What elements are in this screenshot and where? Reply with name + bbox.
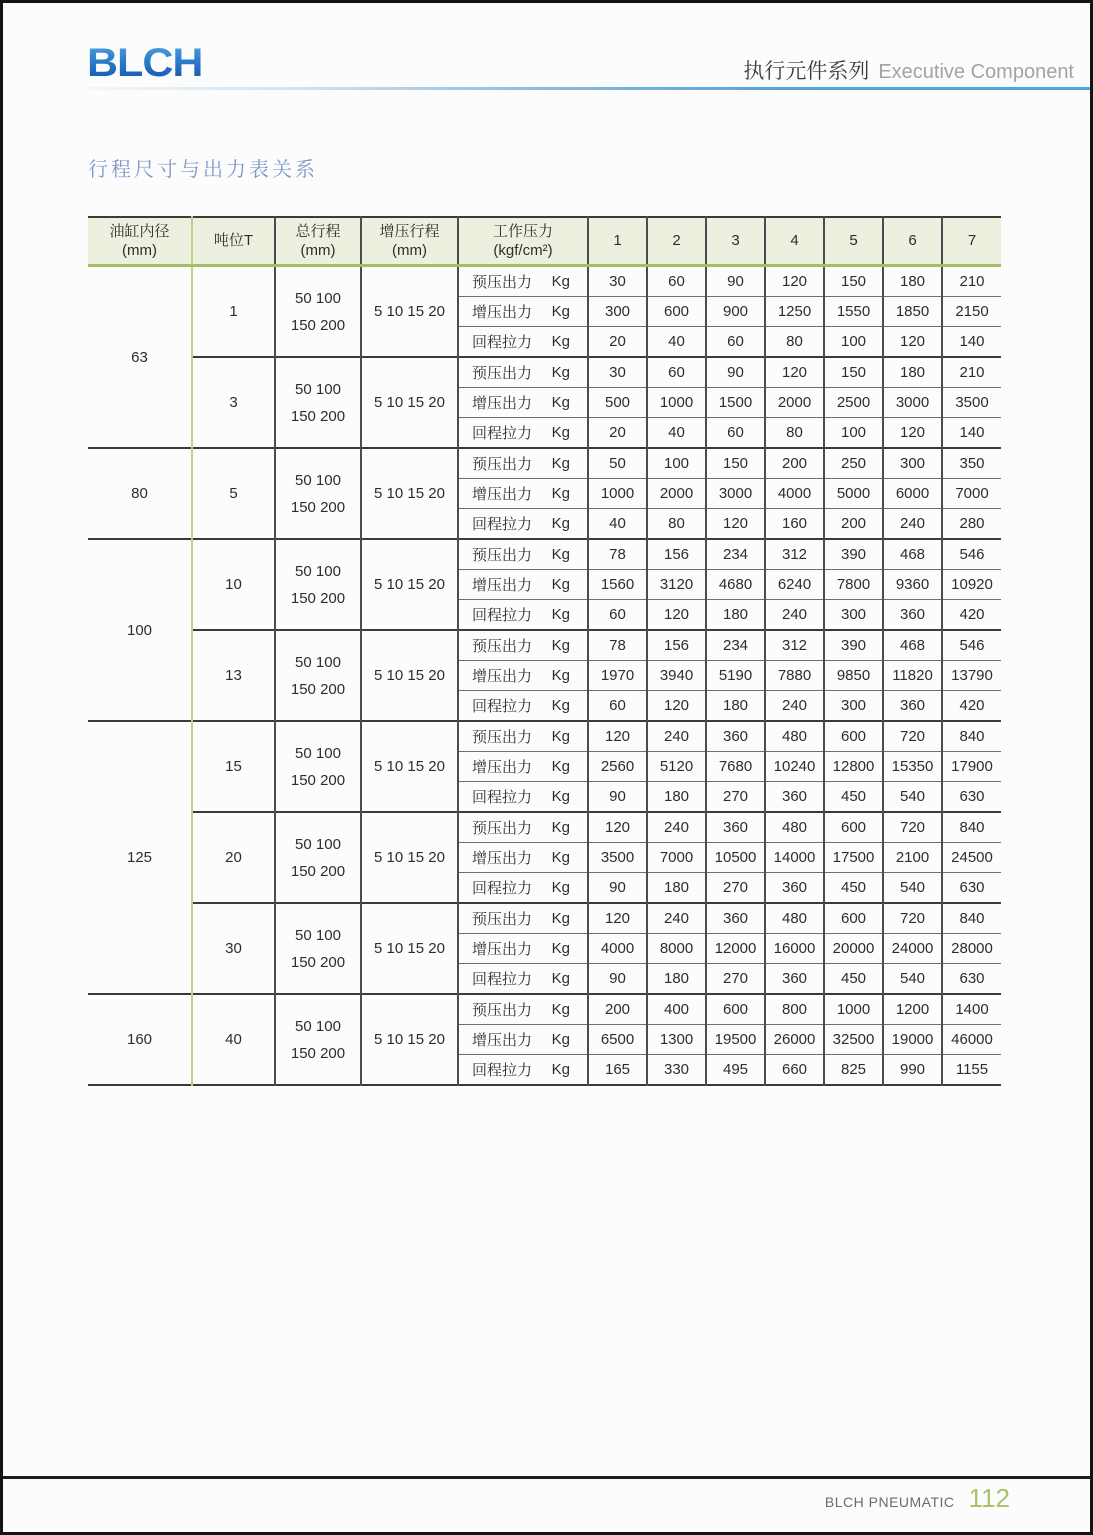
table-row <box>88 721 1001 752</box>
value-cell: 10500 <box>706 843 765 873</box>
value-cell: 270 <box>706 873 765 904</box>
value-cell: 360 <box>883 600 942 631</box>
value-cell: 12000 <box>706 934 765 964</box>
value-cell: 60 <box>706 418 765 449</box>
value-cell: 1000 <box>588 479 647 509</box>
value-cell: 660 <box>765 1055 824 1086</box>
value-cell: 120 <box>647 691 706 722</box>
value-cell: 270 <box>706 964 765 995</box>
table-row <box>88 539 1001 570</box>
value-cell: 30 <box>588 357 647 388</box>
value-cell: 140 <box>942 327 1001 358</box>
value-cell: 24000 <box>883 934 942 964</box>
value-cell: 390 <box>824 539 883 570</box>
value-cell: 5120 <box>647 752 706 782</box>
table-header-row <box>88 217 1001 266</box>
value-cell: 720 <box>883 812 942 843</box>
value-cell: 78 <box>588 539 647 570</box>
value-cell: 60 <box>588 600 647 631</box>
value-cell: 60 <box>588 691 647 722</box>
tonnage-cell: 5 <box>192 448 275 539</box>
pressure-row-label: 回程拉力 Kg <box>458 509 588 540</box>
value-cell: 180 <box>647 873 706 904</box>
table-row <box>88 994 1001 1025</box>
value-cell: 16000 <box>765 934 824 964</box>
value-cell: 1300 <box>647 1025 706 1055</box>
value-cell: 450 <box>824 782 883 813</box>
series-title-cn: 执行元件系列 <box>743 60 870 83</box>
value-cell: 80 <box>765 418 824 449</box>
value-cell: 140 <box>942 418 1001 449</box>
section-title: 行程尺寸与出力表关系 <box>88 159 318 181</box>
value-cell: 13790 <box>942 661 1001 691</box>
value-cell: 20 <box>588 327 647 358</box>
value-cell: 8000 <box>647 934 706 964</box>
value-cell: 630 <box>942 873 1001 904</box>
value-cell: 540 <box>883 964 942 995</box>
value-cell: 2560 <box>588 752 647 782</box>
value-cell: 2100 <box>883 843 942 873</box>
value-cell: 1500 <box>706 388 765 418</box>
bore-cell: 160 <box>88 994 192 1085</box>
value-cell: 6500 <box>588 1025 647 1055</box>
value-cell: 360 <box>706 812 765 843</box>
value-cell: 120 <box>765 357 824 388</box>
column-header: 工作压力 (kgf/cm²) <box>458 217 588 266</box>
value-cell: 17900 <box>942 752 1001 782</box>
pressure-row-label: 增压出力 Kg <box>458 661 588 691</box>
value-cell: 240 <box>883 509 942 540</box>
value-cell: 1970 <box>588 661 647 691</box>
value-cell: 234 <box>706 539 765 570</box>
value-cell: 360 <box>706 903 765 934</box>
value-cell: 20000 <box>824 934 883 964</box>
value-cell: 300 <box>824 691 883 722</box>
value-cell: 14000 <box>765 843 824 873</box>
value-cell: 1250 <box>765 297 824 327</box>
value-cell: 1000 <box>824 994 883 1025</box>
value-cell: 720 <box>883 721 942 752</box>
column-header: 总行程 (mm) <box>275 217 361 266</box>
value-cell: 3500 <box>588 843 647 873</box>
boost-stroke-cell: 5 10 15 20 <box>361 812 458 903</box>
value-cell: 60 <box>647 266 706 297</box>
column-header: 4 <box>765 217 824 266</box>
bore-cell: 100 <box>88 539 192 721</box>
value-cell: 40 <box>647 418 706 449</box>
value-cell: 180 <box>706 600 765 631</box>
pressure-row-label: 增压出力 Kg <box>458 570 588 600</box>
value-cell: 3120 <box>647 570 706 600</box>
value-cell: 840 <box>942 721 1001 752</box>
pressure-row-label: 增压出力 Kg <box>458 752 588 782</box>
total-stroke-cell: 50 100 150 200 <box>275 630 361 721</box>
value-cell: 2500 <box>824 388 883 418</box>
value-cell: 350 <box>942 448 1001 479</box>
value-cell: 480 <box>765 812 824 843</box>
value-cell: 450 <box>824 873 883 904</box>
tonnage-cell: 15 <box>192 721 275 812</box>
value-cell: 60 <box>647 357 706 388</box>
value-cell: 156 <box>647 539 706 570</box>
pressure-row-label: 回程拉力 Kg <box>458 691 588 722</box>
footer-page-number: 112 <box>968 1483 1010 1513</box>
value-cell: 180 <box>883 266 942 297</box>
value-cell: 468 <box>883 539 942 570</box>
value-cell: 4680 <box>706 570 765 600</box>
value-cell: 7680 <box>706 752 765 782</box>
value-cell: 7800 <box>824 570 883 600</box>
tonnage-cell: 1 <box>192 266 275 358</box>
bore-cell: 125 <box>88 721 192 994</box>
value-cell: 7000 <box>942 479 1001 509</box>
value-cell: 80 <box>765 327 824 358</box>
column-header: 吨位T <box>192 217 275 266</box>
value-cell: 90 <box>706 357 765 388</box>
value-cell: 480 <box>765 903 824 934</box>
value-cell: 120 <box>883 418 942 449</box>
pressure-row-label: 回程拉力 Kg <box>458 964 588 995</box>
value-cell: 120 <box>883 327 942 358</box>
value-cell: 250 <box>824 448 883 479</box>
value-cell: 120 <box>765 266 824 297</box>
value-cell: 80 <box>647 509 706 540</box>
value-cell: 468 <box>883 630 942 661</box>
value-cell: 480 <box>765 721 824 752</box>
value-cell: 360 <box>765 964 824 995</box>
value-cell: 900 <box>706 297 765 327</box>
value-cell: 840 <box>942 812 1001 843</box>
value-cell: 3000 <box>706 479 765 509</box>
value-cell: 3000 <box>883 388 942 418</box>
value-cell: 180 <box>883 357 942 388</box>
value-cell: 360 <box>765 782 824 813</box>
boost-stroke-cell: 5 10 15 20 <box>361 266 458 358</box>
value-cell: 24500 <box>942 843 1001 873</box>
value-cell: 312 <box>765 630 824 661</box>
value-cell: 19500 <box>706 1025 765 1055</box>
value-cell: 450 <box>824 964 883 995</box>
table-row <box>88 448 1001 479</box>
value-cell: 240 <box>765 691 824 722</box>
column-header: 增压行程 (mm) <box>361 217 458 266</box>
column-header: 油缸内径 (mm) <box>88 217 192 266</box>
column-header: 5 <box>824 217 883 266</box>
value-cell: 11820 <box>883 661 942 691</box>
value-cell: 120 <box>588 721 647 752</box>
value-cell: 825 <box>824 1055 883 1086</box>
pressure-row-label: 增压出力 Kg <box>458 934 588 964</box>
value-cell: 420 <box>942 600 1001 631</box>
value-cell: 15350 <box>883 752 942 782</box>
blch-logo: BLCH <box>87 41 203 86</box>
pressure-row-label: 预压出力 Kg <box>458 266 588 297</box>
value-cell: 390 <box>824 630 883 661</box>
table-row <box>88 903 1001 934</box>
value-cell: 40 <box>647 327 706 358</box>
value-cell: 150 <box>824 266 883 297</box>
value-cell: 100 <box>647 448 706 479</box>
value-cell: 160 <box>765 509 824 540</box>
value-cell: 6240 <box>765 570 824 600</box>
bore-cell: 63 <box>88 266 192 449</box>
value-cell: 90 <box>588 782 647 813</box>
value-cell: 9850 <box>824 661 883 691</box>
boost-stroke-cell: 5 10 15 20 <box>361 357 458 448</box>
value-cell: 540 <box>883 873 942 904</box>
table-row <box>88 357 1001 388</box>
value-cell: 100 <box>824 418 883 449</box>
bore-cell: 80 <box>88 448 192 539</box>
value-cell: 90 <box>706 266 765 297</box>
value-cell: 165 <box>588 1055 647 1086</box>
total-stroke-cell: 50 100 150 200 <box>275 903 361 994</box>
series-title-en: Executive Component <box>878 61 1074 83</box>
value-cell: 17500 <box>824 843 883 873</box>
value-cell: 120 <box>588 903 647 934</box>
value-cell: 840 <box>942 903 1001 934</box>
value-cell: 120 <box>706 509 765 540</box>
value-cell: 5190 <box>706 661 765 691</box>
value-cell: 100 <box>824 327 883 358</box>
value-cell: 546 <box>942 539 1001 570</box>
total-stroke-cell: 50 100 150 200 <box>275 994 361 1085</box>
total-stroke-cell: 50 100 150 200 <box>275 539 361 630</box>
boost-stroke-cell: 5 10 15 20 <box>361 903 458 994</box>
boost-stroke-cell: 5 10 15 20 <box>361 994 458 1085</box>
pressure-row-label: 预压出力 Kg <box>458 812 588 843</box>
pressure-row-label: 增压出力 Kg <box>458 479 588 509</box>
value-cell: 180 <box>647 782 706 813</box>
value-cell: 500 <box>588 388 647 418</box>
pressure-row-label: 回程拉力 Kg <box>458 873 588 904</box>
value-cell: 120 <box>647 600 706 631</box>
table-row <box>88 630 1001 661</box>
boost-stroke-cell: 5 10 15 20 <box>361 630 458 721</box>
value-cell: 1400 <box>942 994 1001 1025</box>
boost-stroke-cell: 5 10 15 20 <box>361 721 458 812</box>
value-cell: 90 <box>588 873 647 904</box>
footer-rule <box>3 1476 1090 1479</box>
pressure-row-label: 预压出力 Kg <box>458 994 588 1025</box>
footer-brand: BLCH PNEUMATIC <box>824 1494 955 1510</box>
page-header-series <box>743 55 1074 85</box>
table-row <box>88 266 1001 297</box>
pressure-row-label: 回程拉力 Kg <box>458 418 588 449</box>
value-cell: 312 <box>765 539 824 570</box>
value-cell: 210 <box>942 266 1001 297</box>
pressure-row-label: 增压出力 Kg <box>458 297 588 327</box>
pressure-row-label: 预压出力 Kg <box>458 630 588 661</box>
value-cell: 4000 <box>588 934 647 964</box>
value-cell: 540 <box>883 782 942 813</box>
value-cell: 2150 <box>942 297 1001 327</box>
value-cell: 60 <box>706 327 765 358</box>
value-cell: 3500 <box>942 388 1001 418</box>
value-cell: 360 <box>706 721 765 752</box>
total-stroke-cell: 50 100 150 200 <box>275 357 361 448</box>
value-cell: 7000 <box>647 843 706 873</box>
page-footer <box>825 1483 1010 1514</box>
value-cell: 32500 <box>824 1025 883 1055</box>
value-cell: 600 <box>824 812 883 843</box>
column-header: 2 <box>647 217 706 266</box>
value-cell: 420 <box>942 691 1001 722</box>
value-cell: 19000 <box>883 1025 942 1055</box>
tonnage-cell: 20 <box>192 812 275 903</box>
value-cell: 6000 <box>883 479 942 509</box>
value-cell: 1155 <box>942 1055 1001 1086</box>
pressure-row-label: 回程拉力 Kg <box>458 1055 588 1086</box>
value-cell: 78 <box>588 630 647 661</box>
tonnage-cell: 13 <box>192 630 275 721</box>
value-cell: 9360 <box>883 570 942 600</box>
pressure-row-label: 回程拉力 Kg <box>458 327 588 358</box>
value-cell: 600 <box>706 994 765 1025</box>
tonnage-cell: 30 <box>192 903 275 994</box>
pressure-row-label: 预压出力 Kg <box>458 903 588 934</box>
value-cell: 26000 <box>765 1025 824 1055</box>
pressure-row-label: 预压出力 Kg <box>458 721 588 752</box>
header-gradient-rule <box>87 87 1090 90</box>
value-cell: 720 <box>883 903 942 934</box>
value-cell: 180 <box>706 691 765 722</box>
value-cell: 1550 <box>824 297 883 327</box>
pressure-row-label: 增压出力 Kg <box>458 843 588 873</box>
value-cell: 400 <box>647 994 706 1025</box>
value-cell: 495 <box>706 1055 765 1086</box>
value-cell: 3940 <box>647 661 706 691</box>
tonnage-cell: 3 <box>192 357 275 448</box>
value-cell: 280 <box>942 509 1001 540</box>
pressure-row-label: 回程拉力 Kg <box>458 600 588 631</box>
value-cell: 28000 <box>942 934 1001 964</box>
table-row <box>88 812 1001 843</box>
value-cell: 800 <box>765 994 824 1025</box>
value-cell: 2000 <box>647 479 706 509</box>
column-header: 7 <box>942 217 1001 266</box>
value-cell: 330 <box>647 1055 706 1086</box>
value-cell: 156 <box>647 630 706 661</box>
boost-stroke-cell: 5 10 15 20 <box>361 539 458 630</box>
value-cell: 360 <box>883 691 942 722</box>
value-cell: 1850 <box>883 297 942 327</box>
value-cell: 4000 <box>765 479 824 509</box>
column-header: 1 <box>588 217 647 266</box>
value-cell: 10920 <box>942 570 1001 600</box>
value-cell: 200 <box>765 448 824 479</box>
value-cell: 1560 <box>588 570 647 600</box>
value-cell: 240 <box>765 600 824 631</box>
value-cell: 300 <box>883 448 942 479</box>
value-cell: 600 <box>824 721 883 752</box>
stroke-output-table <box>88 216 1001 1086</box>
column-header: 3 <box>706 217 765 266</box>
column-header: 6 <box>883 217 942 266</box>
pressure-row-label: 预压出力 Kg <box>458 539 588 570</box>
value-cell: 300 <box>588 297 647 327</box>
value-cell: 150 <box>824 357 883 388</box>
value-cell: 240 <box>647 903 706 934</box>
value-cell: 1200 <box>883 994 942 1025</box>
total-stroke-cell: 50 100 150 200 <box>275 266 361 358</box>
value-cell: 240 <box>647 812 706 843</box>
value-cell: 546 <box>942 630 1001 661</box>
value-cell: 600 <box>647 297 706 327</box>
value-cell: 180 <box>647 964 706 995</box>
value-cell: 30 <box>588 266 647 297</box>
pressure-row-label: 增压出力 Kg <box>458 388 588 418</box>
value-cell: 40 <box>588 509 647 540</box>
total-stroke-cell: 50 100 150 200 <box>275 721 361 812</box>
value-cell: 2000 <box>765 388 824 418</box>
value-cell: 360 <box>765 873 824 904</box>
value-cell: 210 <box>942 357 1001 388</box>
pressure-row-label: 增压出力 Kg <box>458 1025 588 1055</box>
value-cell: 234 <box>706 630 765 661</box>
pressure-row-label: 回程拉力 Kg <box>458 782 588 813</box>
value-cell: 300 <box>824 600 883 631</box>
value-cell: 46000 <box>942 1025 1001 1055</box>
value-cell: 10240 <box>765 752 824 782</box>
tonnage-cell: 40 <box>192 994 275 1085</box>
value-cell: 150 <box>706 448 765 479</box>
pressure-row-label: 预压出力 Kg <box>458 448 588 479</box>
value-cell: 7880 <box>765 661 824 691</box>
spec-table-wrap <box>88 216 1001 1086</box>
value-cell: 20 <box>588 418 647 449</box>
value-cell: 1000 <box>647 388 706 418</box>
value-cell: 270 <box>706 782 765 813</box>
boost-stroke-cell: 5 10 15 20 <box>361 448 458 539</box>
pressure-row-label: 预压出力 Kg <box>458 357 588 388</box>
value-cell: 600 <box>824 903 883 934</box>
value-cell: 12800 <box>824 752 883 782</box>
value-cell: 240 <box>647 721 706 752</box>
tonnage-cell: 10 <box>192 539 275 630</box>
total-stroke-cell: 50 100 150 200 <box>275 812 361 903</box>
value-cell: 630 <box>942 964 1001 995</box>
value-cell: 990 <box>883 1055 942 1086</box>
value-cell: 630 <box>942 782 1001 813</box>
value-cell: 200 <box>824 509 883 540</box>
value-cell: 120 <box>588 812 647 843</box>
total-stroke-cell: 50 100 150 200 <box>275 448 361 539</box>
value-cell: 200 <box>588 994 647 1025</box>
value-cell: 5000 <box>824 479 883 509</box>
value-cell: 50 <box>588 448 647 479</box>
value-cell: 90 <box>588 964 647 995</box>
